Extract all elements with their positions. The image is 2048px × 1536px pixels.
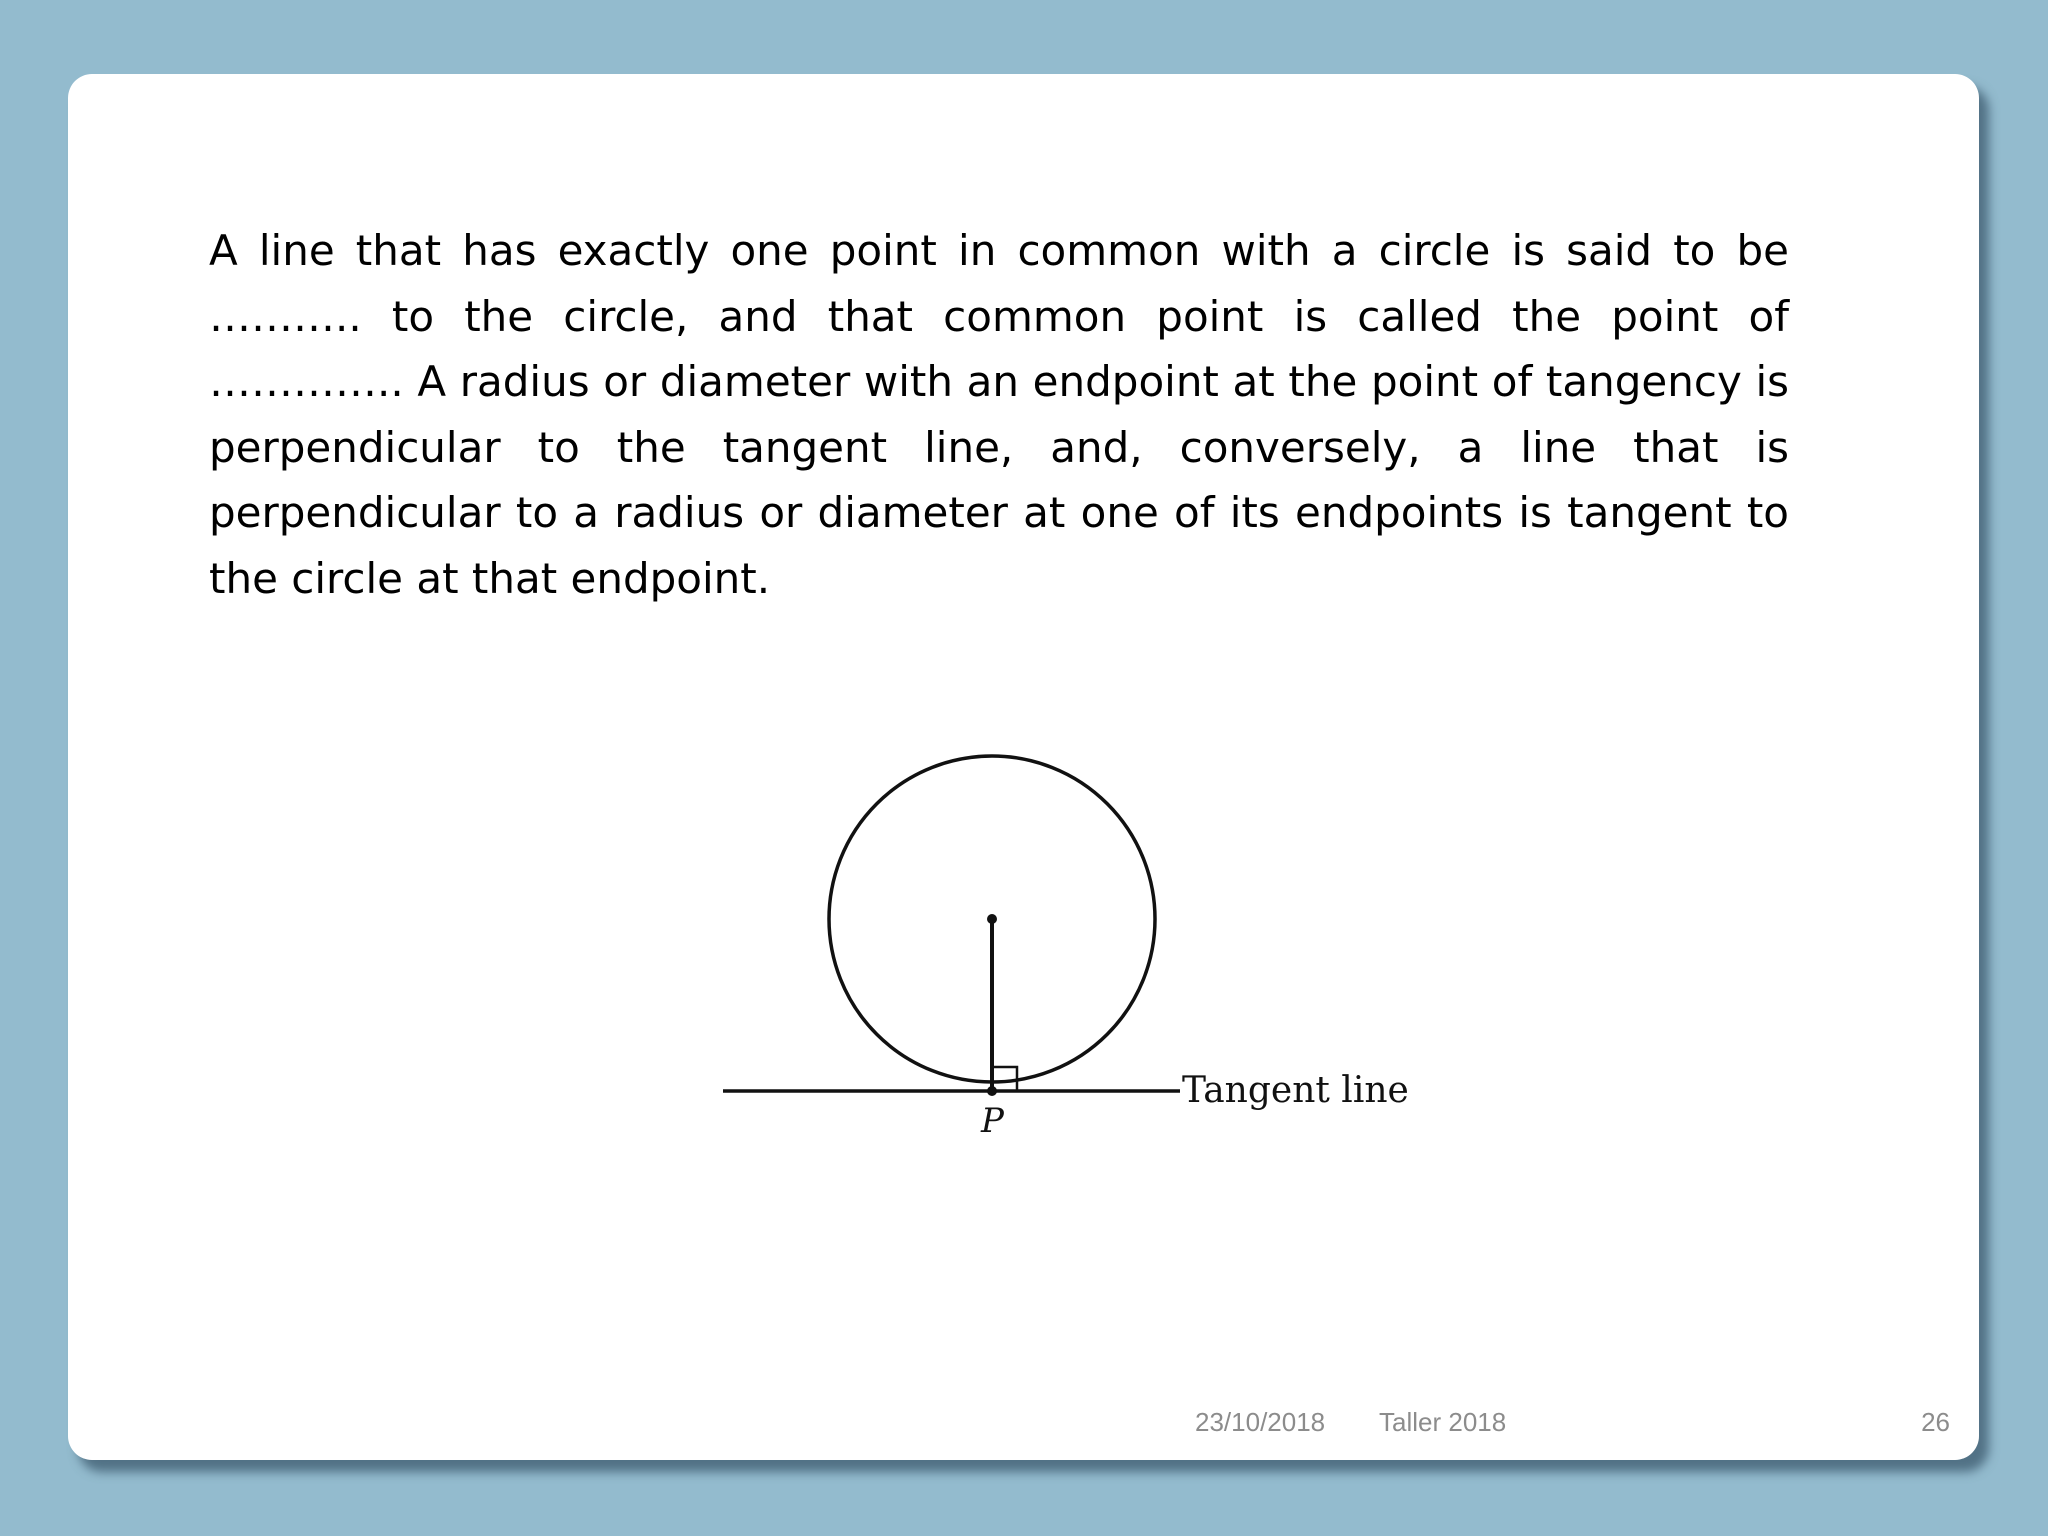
slide-body-text: A line that has exactly one point in common with a circle is said to be ……….. to the circle, and that common point is called the point of ………….. A radius or diameter with an endpoint at the point of tangency is perpendicular to the tangent line, and, conversely, a line that is perpendicular to a radius or diameter at one of its endpoints is tangent to the circle at that endpoint. bbox=[209, 226, 1789, 603]
slide-card bbox=[68, 74, 1979, 1460]
tangency-point bbox=[987, 1086, 997, 1096]
slide-page-number: 26 bbox=[1921, 1407, 1950, 1437]
footer-title: Taller 2018 bbox=[1379, 1407, 1507, 1437]
tangent-line-label: Tangent line bbox=[1182, 1070, 1409, 1111]
tangent-diagram bbox=[68, 74, 1979, 1460]
right-angle-marker bbox=[994, 1067, 1017, 1090]
center-point bbox=[987, 914, 997, 924]
footer-date: 23/10/2018 bbox=[1195, 1407, 1326, 1437]
point-p-label: P bbox=[981, 1101, 1004, 1141]
